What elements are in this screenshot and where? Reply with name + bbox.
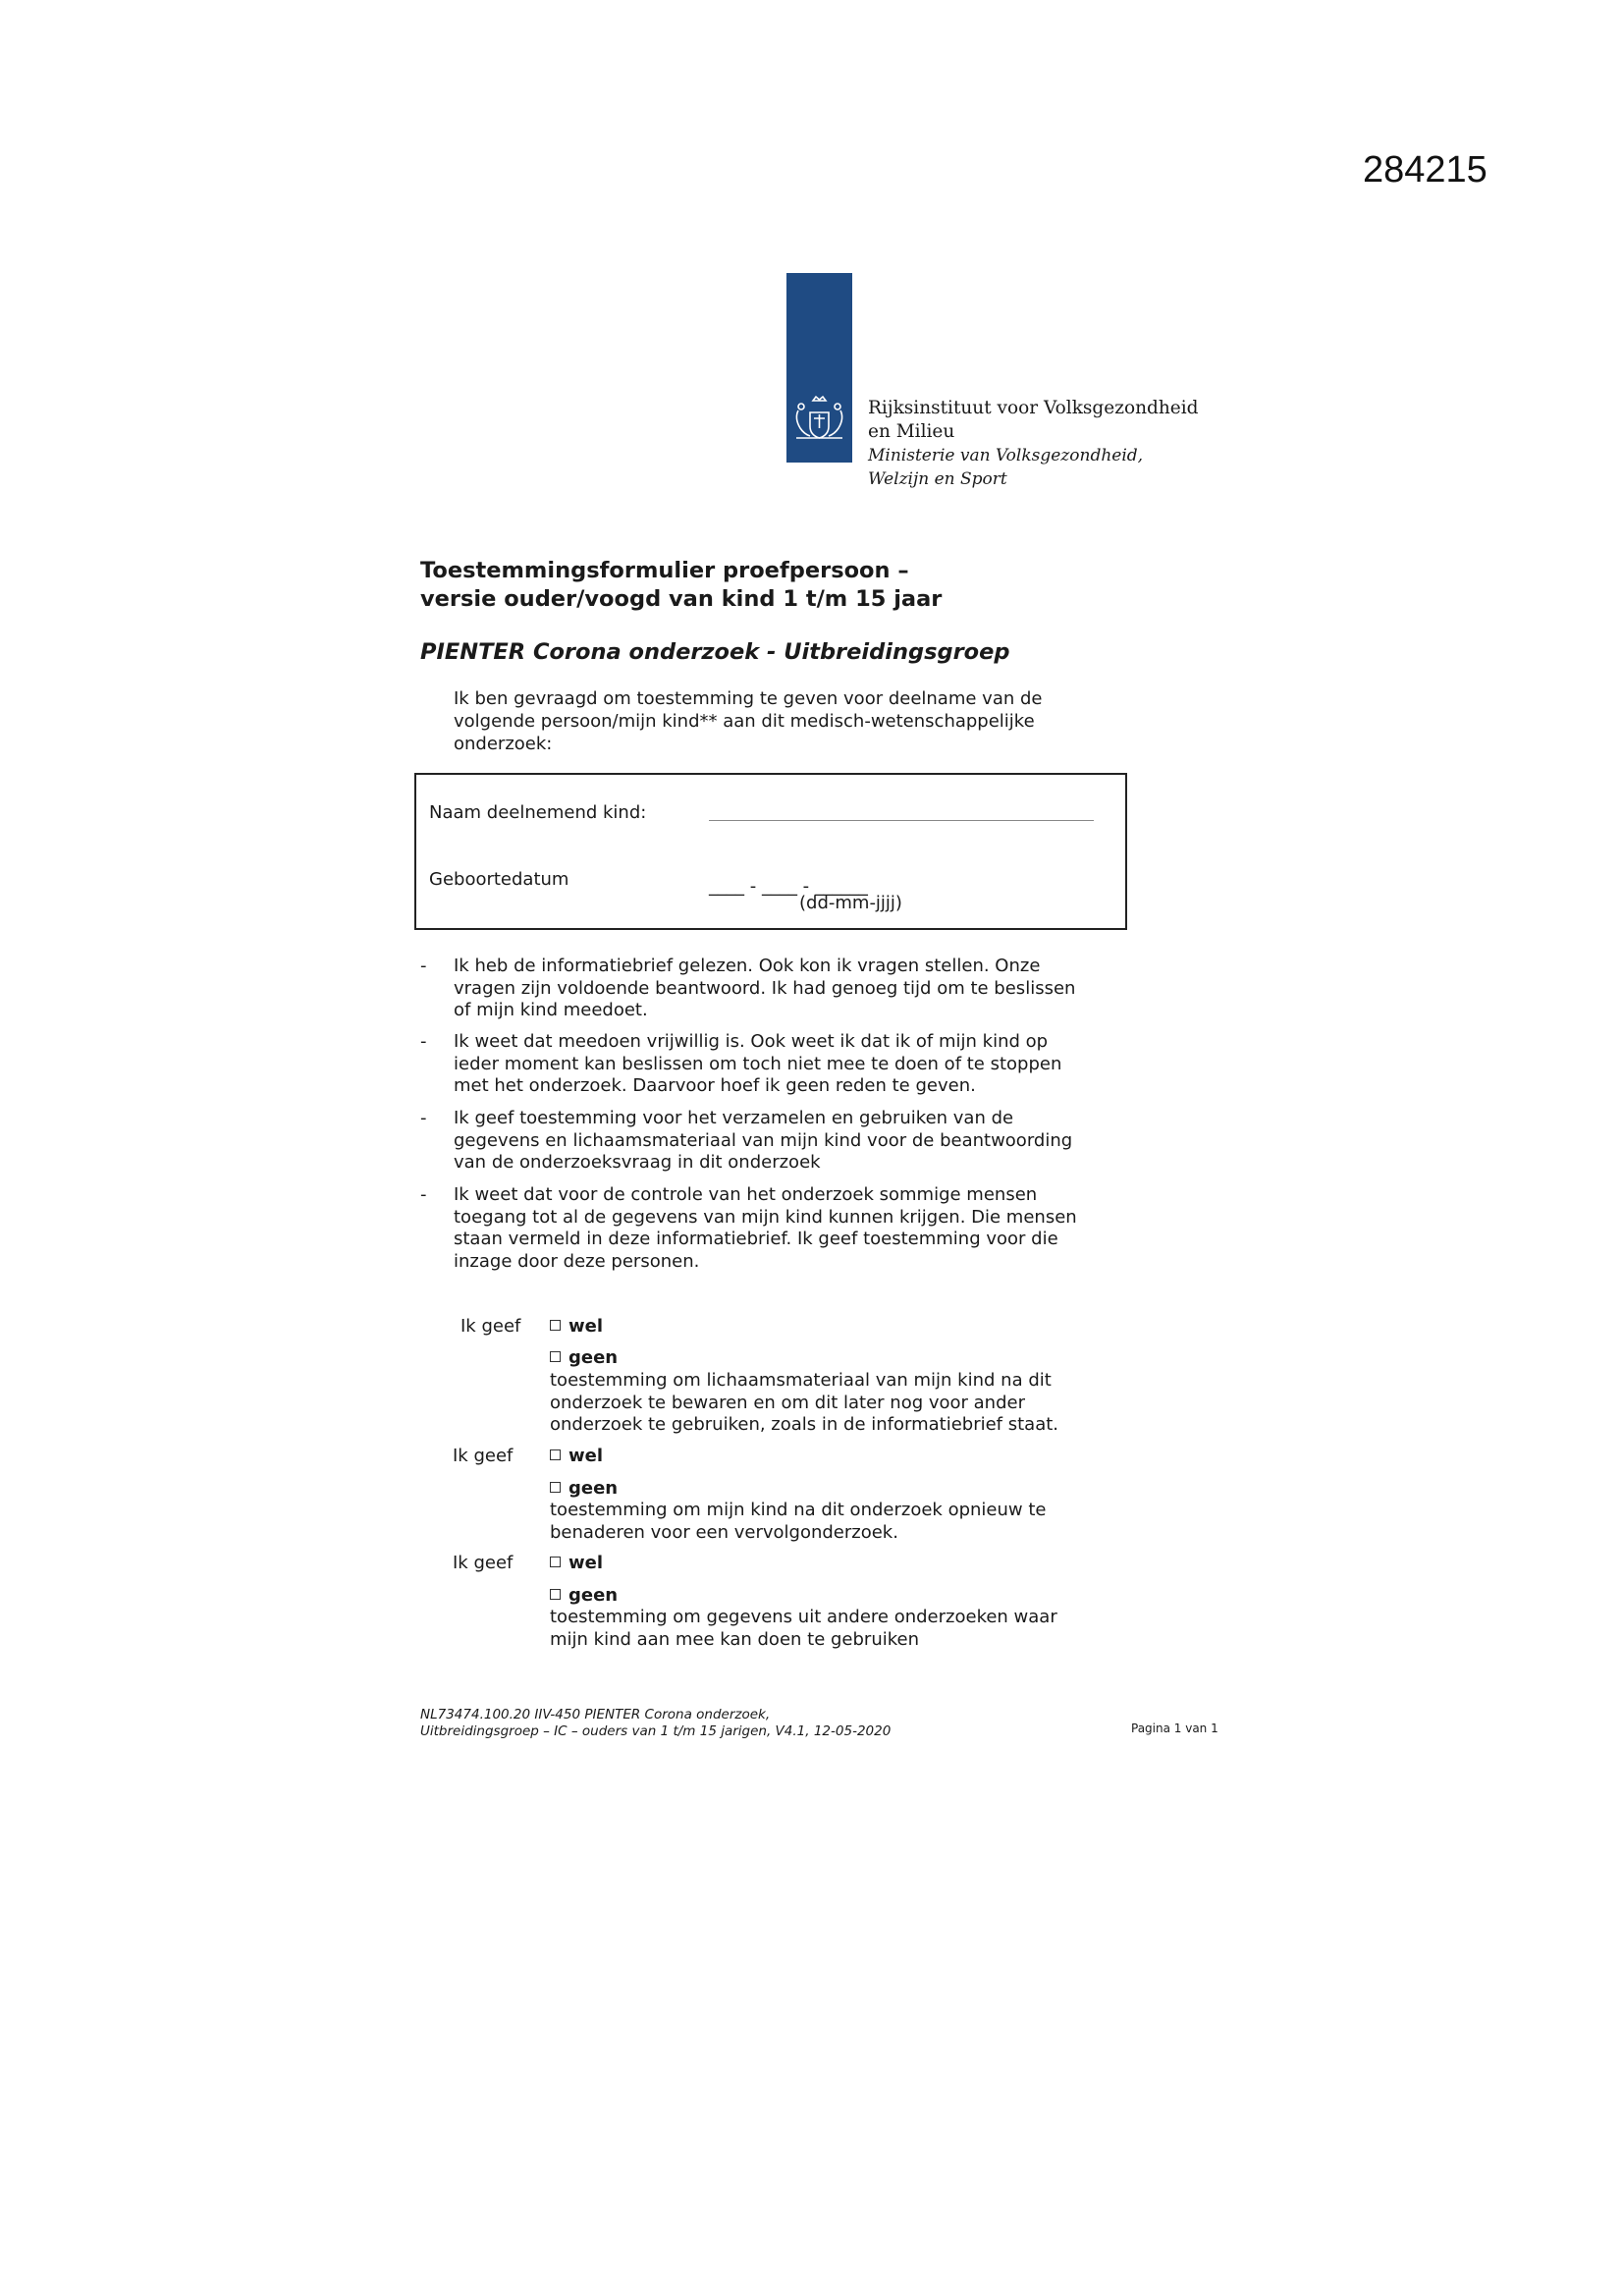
checkbox-icon[interactable] — [550, 1449, 561, 1460]
statement-line: Ik geef toestemming voor het verzamelen en gebruiken van de — [454, 1108, 1014, 1128]
statement-line: ieder moment kan beslissen om toch niet mee te doen of te stoppen — [454, 1053, 1062, 1074]
footer-line-1: NL73474.100.20 IIV-450 PIENTER Corona onderzoek, — [420, 1707, 771, 1722]
dob-field[interactable]: ____ - ____ - ______ — [709, 876, 868, 897]
option-label: wel — [568, 1553, 604, 1573]
statement-line: Ik heb de informatiebrief gelezen. Ook kon ik vragen stellen. Onze — [454, 956, 1041, 976]
choice-3-geen-option[interactable] — [550, 1585, 618, 1608]
statement-line: Ik weet dat meedoen vrijwillig is. Ook weet ik dat ik of mijn kind op — [454, 1031, 1049, 1052]
logo-line-4: Welzijn en Sport — [868, 469, 1007, 489]
statement-line: staan vermeld in deze informatiebrief. Ik geef toestemming voor die — [454, 1229, 1058, 1250]
option-label: geen — [568, 1478, 619, 1499]
title-line-1: Toestemmingsformulier proefpersoon – — [420, 558, 909, 583]
choice-3-text — [550, 1607, 1057, 1651]
child-name-field[interactable] — [709, 820, 1094, 821]
statement-dash: - — [420, 1108, 427, 1128]
intro-line-3: onderzoek: — [454, 734, 553, 754]
choice-2-text — [550, 1500, 1046, 1544]
choice-line: toestemming om gegevens uit andere onderzoeken waar — [550, 1607, 1057, 1627]
statement-line: toegang tot al de gegevens van mijn kind kunnen krijgen. Die mensen — [454, 1206, 1077, 1228]
page-number: Pagina 1 van 1 — [1131, 1722, 1218, 1735]
statement-line: van de onderzoeksvraag in dit onderzoek — [454, 1152, 821, 1174]
document-footer — [420, 1707, 891, 1740]
statement-dash: - — [420, 1184, 427, 1205]
child-details-box — [414, 773, 1127, 930]
choice-1-prefix: Ik geef — [460, 1316, 521, 1337]
option-label: wel — [568, 1316, 604, 1337]
statement-line: gegevens en lichaamsmateriaal van mijn kind voor de beantwoording — [454, 1129, 1073, 1151]
form-title — [420, 557, 942, 614]
choice-3-wel-option[interactable] — [550, 1553, 603, 1575]
statement-dash: - — [420, 1031, 427, 1052]
crest-icon — [786, 391, 852, 446]
choice-1-wel-option[interactable] — [550, 1316, 603, 1339]
child-name-label: Naam deelnemend kind: — [429, 802, 647, 823]
intro-line-2: volgende persoon/mijn kind** aan dit medisch-wetenschappelijke — [454, 711, 1035, 732]
checkbox-icon[interactable] — [550, 1557, 561, 1567]
statement-line: of mijn kind meedoet. — [454, 1000, 648, 1021]
dob-label: Geboortedatum — [429, 869, 569, 890]
intro-line-1: Ik ben gevraagd om toestemming te geven voor deelname van de — [454, 688, 1043, 709]
intro-text — [454, 687, 1082, 755]
choice-line: mijn kind aan mee kan doen te gebruiken — [550, 1628, 920, 1650]
choice-line: onderzoek te bewaren en om dit later nog voor ander — [550, 1392, 1025, 1413]
choice-2-prefix: Ik geef — [453, 1446, 514, 1466]
option-label: wel — [568, 1446, 604, 1466]
statement-line: Ik weet dat voor de controle van het onderzoek sommige mensen — [454, 1184, 1038, 1205]
choice-2-geen-option[interactable] — [550, 1478, 618, 1501]
logo-text — [868, 397, 1198, 491]
checkbox-icon[interactable] — [550, 1351, 561, 1362]
choice-line: toestemming om mijn kind na dit onderzoek opnieuw te — [550, 1500, 1047, 1520]
checkbox-icon[interactable] — [550, 1320, 561, 1331]
statement-line: inzage door deze personen. — [454, 1250, 700, 1272]
logo-line-3: Ministerie van Volksgezondheid, — [868, 446, 1144, 465]
logo-bar — [786, 273, 852, 463]
statement-dash: - — [420, 956, 427, 976]
logo-line-1: Rijksinstituut voor Volksgezondheid — [868, 398, 1199, 418]
dob-format-hint: (dd-mm-jjjj) — [799, 893, 902, 913]
footer-line-2: Uitbreidingsgroep – IC – ouders van 1 t/m 15 jarigen, V4.1, 12-05-2020 — [420, 1723, 892, 1739]
checkbox-icon[interactable] — [550, 1482, 561, 1493]
choice-3-prefix: Ik geef — [453, 1553, 514, 1573]
statement-line: vragen zijn voldoende beantwoord. Ik had genoeg tijd om te beslissen — [454, 977, 1076, 999]
choice-line: toestemming om lichaamsmateriaal van mijn kind na dit — [550, 1370, 1052, 1391]
option-label: geen — [568, 1585, 619, 1606]
choice-1-geen-option[interactable] — [550, 1347, 618, 1370]
choice-line: onderzoek te gebruiken, zoals in de informatiebrief staat. — [550, 1414, 1059, 1436]
logo-line-2: en Milieu — [868, 421, 955, 442]
study-subtitle: PIENTER Corona onderzoek - Uitbreidingsgroep — [420, 639, 1010, 665]
statement-line: met het onderzoek. Daarvoor hoef ik geen reden te geven. — [454, 1075, 976, 1097]
title-line-2: versie ouder/voogd van kind 1 t/m 15 jaar — [420, 586, 943, 612]
document-number: 284215 — [1363, 149, 1488, 191]
choice-1-text — [550, 1370, 1058, 1437]
checkbox-icon[interactable] — [550, 1589, 561, 1600]
option-label: geen — [568, 1347, 619, 1368]
choice-line: benaderen voor een vervolgonderzoek. — [550, 1521, 898, 1543]
choice-2-wel-option[interactable] — [550, 1446, 603, 1468]
